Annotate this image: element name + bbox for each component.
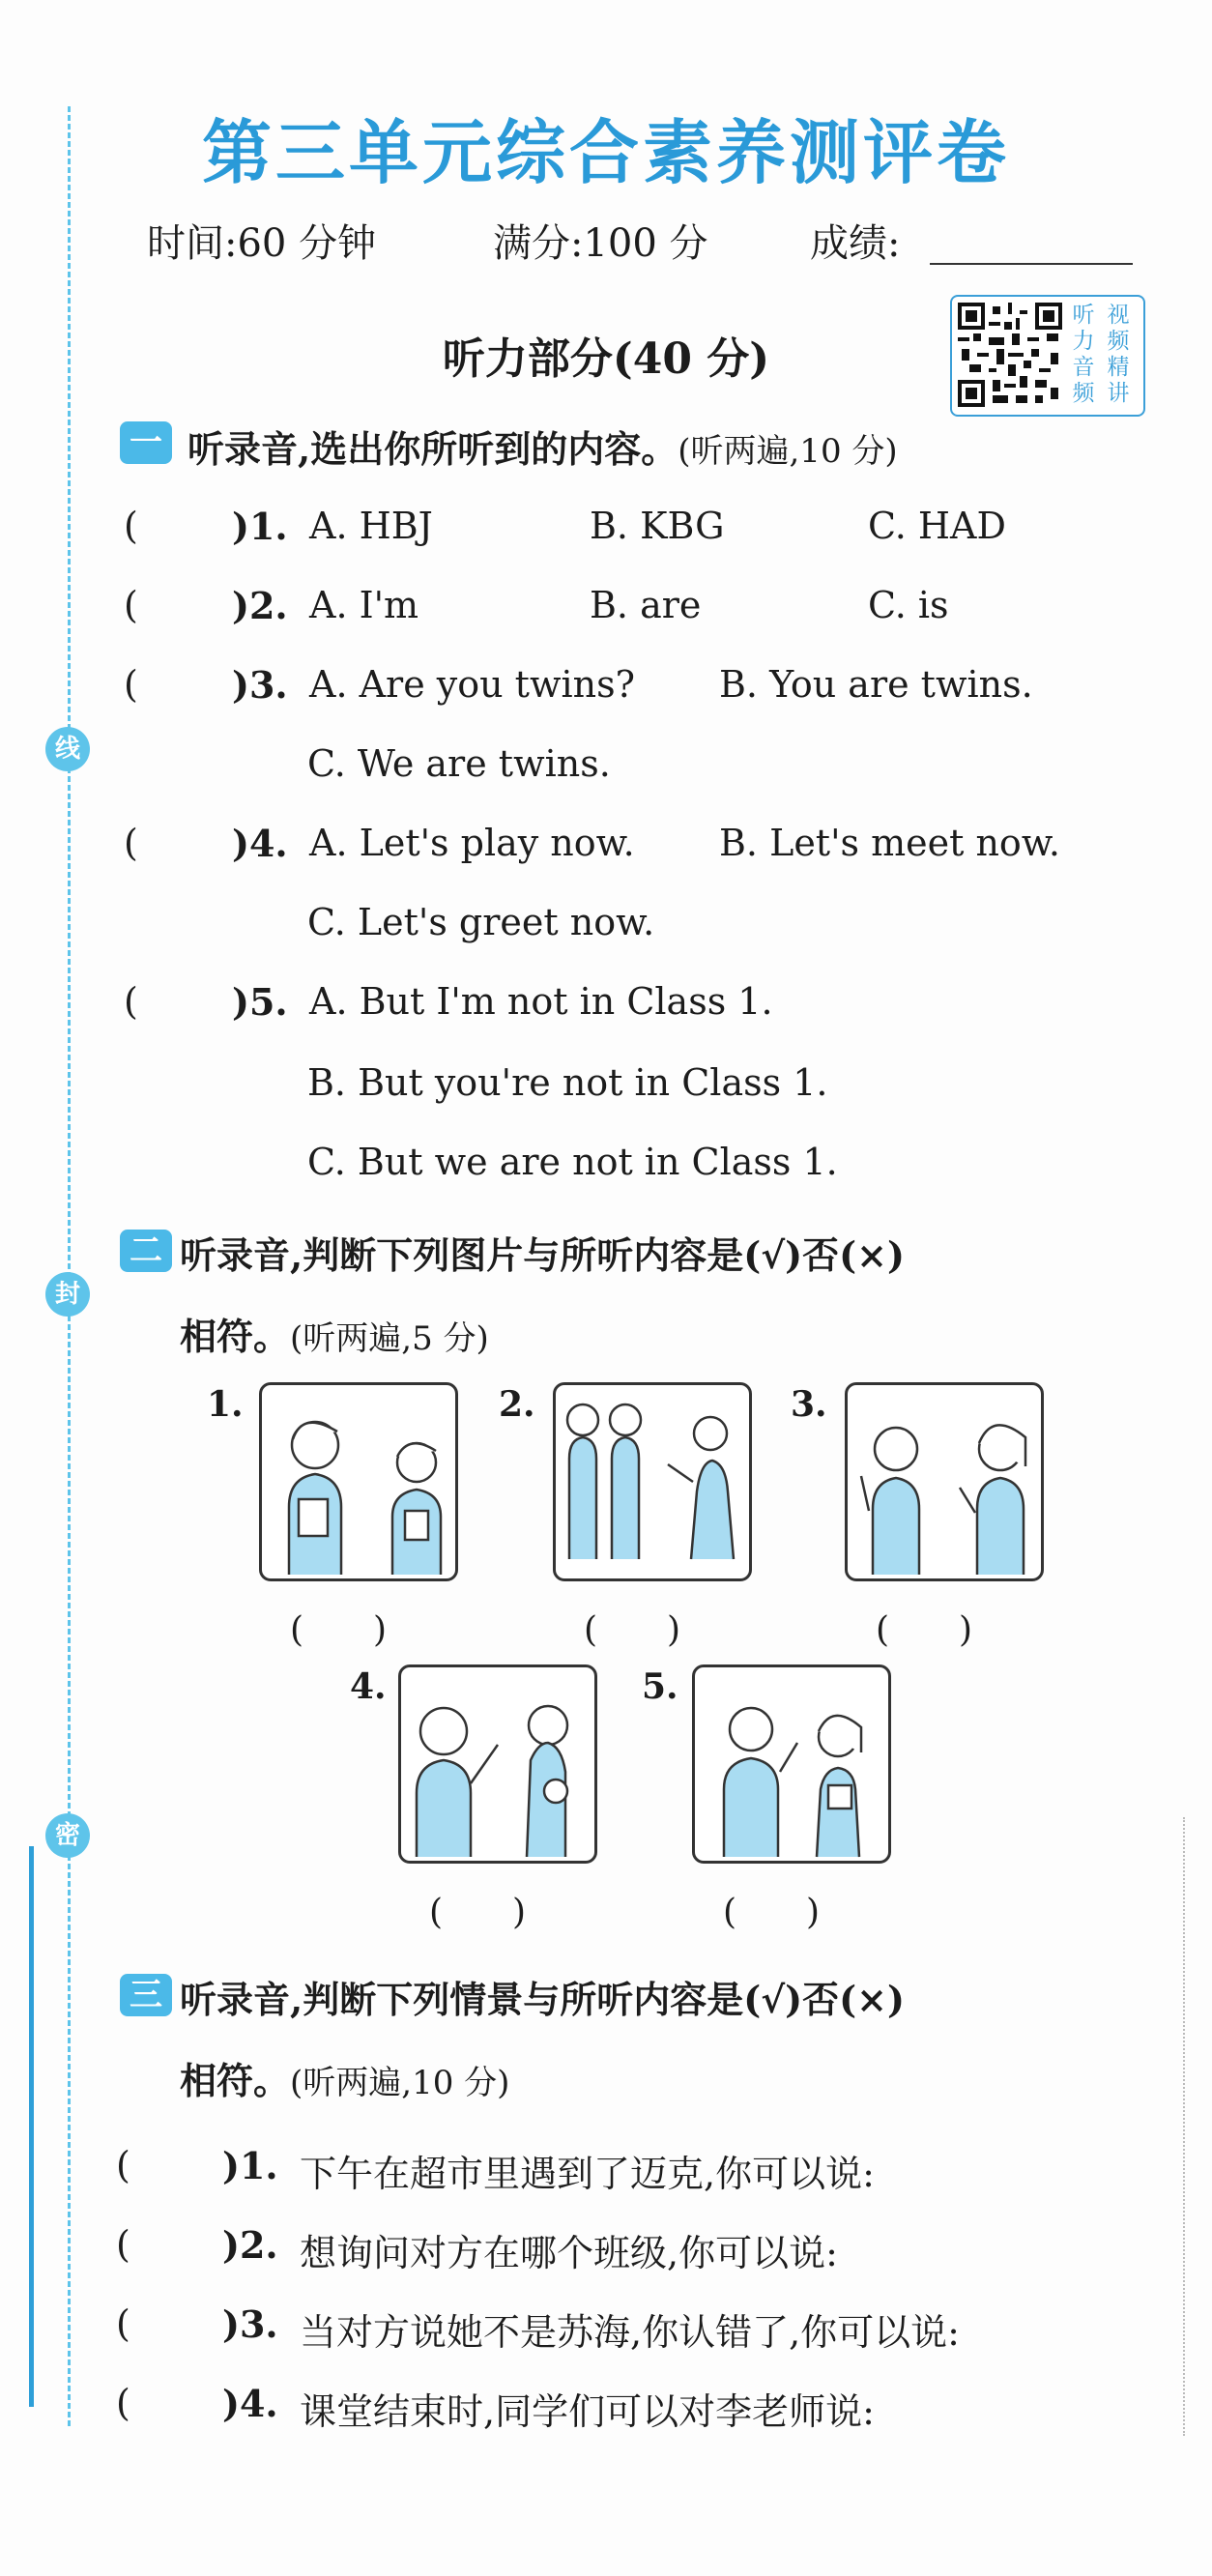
page-title: 第三单元综合素养测评卷 (201, 112, 1010, 193)
q5-option-c: C. But we are not in Class 1. (307, 1141, 838, 1183)
q3-option-c: C. We are twins. (307, 742, 611, 785)
p3-q1-text: 下午在超市里遇到了迈克,你可以说: (300, 2153, 875, 2195)
score-blank[interactable] (930, 263, 1133, 265)
picture-1 (259, 1382, 458, 1581)
part1-heading: 听录音,选出你所听到的内容。(听两遍,10 分) (188, 427, 898, 471)
picture-2-illustration (556, 1385, 749, 1578)
q3-option-a: A. Are you twins? (309, 663, 635, 706)
side-label-xian: 线 (45, 727, 90, 771)
q1-option-c: C. HAD (868, 505, 1006, 547)
p3-q4-paren[interactable]: ( (116, 2382, 130, 2424)
picture-4 (398, 1664, 597, 1864)
score-label: 成绩: (810, 221, 901, 266)
part2-badge: 二 (120, 1230, 172, 1272)
section-title: 听力部分(40 分) (442, 334, 770, 384)
picture-4-answer[interactable]: ( ) (429, 1893, 527, 1932)
p3-q3-paren[interactable]: ( (116, 2302, 130, 2345)
picture-2 (553, 1382, 752, 1581)
picture-1-number: 1. (207, 1384, 244, 1425)
q2-number: )2. (232, 584, 288, 627)
picture-4-illustration (401, 1667, 594, 1861)
qr-code-block[interactable] (950, 295, 1145, 417)
picture-3-illustration (848, 1385, 1041, 1578)
p3-q3-text: 当对方说她不是苏海,你认错了,你可以说: (300, 2311, 960, 2354)
p3-q4-text: 课堂结束时,同学们可以对李老师说: (300, 2390, 875, 2433)
q2-option-c: C. is (868, 584, 949, 626)
q4-number: )4. (232, 822, 288, 865)
q1-paren[interactable]: ( (124, 505, 138, 547)
p3-q2-paren[interactable]: ( (116, 2223, 130, 2266)
p3-q1-number: )1. (222, 2144, 278, 2187)
picture-5-illustration (695, 1667, 888, 1861)
part3-heading-2: 相符。(听两遍,10 分) (180, 2059, 510, 2102)
q3-paren[interactable]: ( (124, 663, 138, 706)
q5-option-a: A. But I'm not in Class 1. (309, 980, 773, 1023)
q1-option-b: B. KBG (590, 505, 725, 547)
q2-option-b: B. are (590, 584, 702, 626)
qr-label-col1: 听 力 音 频 (1072, 303, 1095, 406)
p3-q2-text: 想询问对方在哪个班级,你可以说: (300, 2232, 838, 2274)
picture-1-answer[interactable]: ( ) (290, 1610, 388, 1650)
q5-paren[interactable]: ( (124, 980, 138, 1023)
qr-code-icon (958, 303, 1062, 407)
q4-paren[interactable]: ( (124, 822, 138, 864)
picture-2-number: 2. (499, 1384, 535, 1425)
q4-option-a: A. Let's play now. (309, 822, 635, 864)
p3-q1-paren[interactable]: ( (116, 2144, 130, 2186)
picture-2-answer[interactable]: ( ) (584, 1610, 681, 1650)
q4-option-c: C. Let's greet now. (307, 901, 655, 943)
part2-heading-2: 相符。(听两遍,5 分) (180, 1315, 489, 1358)
picture-1-illustration (262, 1385, 455, 1578)
q1-number: )1. (232, 505, 288, 548)
part3-badge: 三 (120, 1974, 172, 2016)
p3-q3-number: )3. (222, 2302, 278, 2346)
picture-5-number: 5. (642, 1666, 678, 1707)
q3-number: )3. (232, 663, 288, 707)
part1-badge: 一 (120, 421, 172, 464)
binding-dashed-line (68, 106, 71, 2426)
q2-option-a: A. I'm (309, 584, 419, 626)
right-dotted-line (1183, 1817, 1185, 2436)
p3-q4-number: )4. (222, 2382, 278, 2425)
q5-option-b: B. But you're not in Class 1. (307, 1061, 828, 1104)
q5-number: )5. (232, 980, 288, 1024)
picture-5 (692, 1664, 891, 1864)
picture-4-number: 4. (350, 1666, 387, 1707)
picture-3-answer[interactable]: ( ) (876, 1610, 973, 1650)
picture-5-answer[interactable]: ( ) (723, 1893, 821, 1932)
part3-heading: 听录音,判断下列情景与所听内容是(√)否(×) (180, 1978, 905, 2021)
q3-option-b: B. You are twins. (719, 663, 1033, 706)
binding-solid-line (29, 1846, 34, 2407)
side-label-mi: 密 (45, 1813, 90, 1858)
full-score-info: 满分:100 分 (493, 221, 708, 266)
q2-paren[interactable]: ( (124, 584, 138, 626)
side-label-feng: 封 (45, 1272, 90, 1317)
qr-label-col2: 视 频 精 讲 (1107, 303, 1130, 406)
picture-3 (845, 1382, 1044, 1581)
q4-option-b: B. Let's meet now. (719, 822, 1060, 864)
p3-q2-number: )2. (222, 2223, 278, 2267)
picture-3-number: 3. (791, 1384, 827, 1425)
part2-heading: 听录音,判断下列图片与所听内容是(√)否(×) (180, 1233, 905, 1277)
time-info: 时间:60 分钟 (147, 221, 377, 266)
q1-option-a: A. HBJ (309, 505, 433, 547)
